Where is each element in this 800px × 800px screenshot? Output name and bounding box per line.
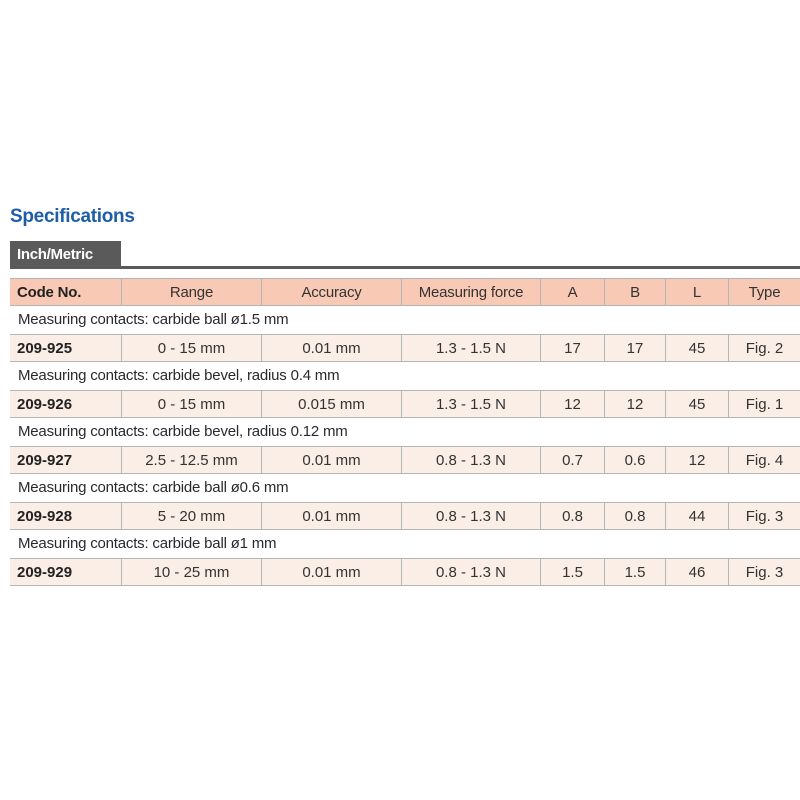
code-no-cell: 209-925 xyxy=(17,339,73,357)
specifications-table xyxy=(10,278,800,586)
code-no-cell: 209-929 xyxy=(17,563,73,581)
group-description: Measuring contacts: carbide ball ø0.6 mm xyxy=(10,474,800,502)
range-cell: 5 - 20 mm xyxy=(121,503,261,529)
l-cell: 45 xyxy=(665,391,728,417)
column-header-range: Range xyxy=(121,279,261,305)
measuring-force-cell: 1.3 - 1.5 N xyxy=(401,335,540,361)
group-description: Measuring contacts: carbide bevel, radius 0.4 mm xyxy=(10,362,800,390)
group-description: Measuring contacts: carbide ball ø1 mm xyxy=(10,530,800,558)
group-description: Measuring contacts: carbide ball ø1.5 mm xyxy=(10,306,800,334)
accuracy-cell: 0.015 mm xyxy=(261,391,401,417)
unit-tab: Inch/Metric xyxy=(10,241,121,268)
type-cell: Fig. 3 xyxy=(728,559,800,585)
b-cell: 1.5 xyxy=(604,559,665,585)
range-cell: 0 - 15 mm xyxy=(121,335,261,361)
b-cell: 0.8 xyxy=(604,503,665,529)
table-row xyxy=(10,502,800,530)
l-cell: 12 xyxy=(665,447,728,473)
column-header-accuracy: Accuracy xyxy=(261,279,401,305)
type-cell: Fig. 2 xyxy=(728,335,800,361)
measuring-force-cell: 0.8 - 1.3 N xyxy=(401,559,540,585)
group-description: Measuring contacts: carbide bevel, radius 0.12 mm xyxy=(10,418,800,446)
range-cell: 0 - 15 mm xyxy=(121,391,261,417)
a-cell: 17 xyxy=(540,335,604,361)
accuracy-cell: 0.01 mm xyxy=(261,503,401,529)
accuracy-cell: 0.01 mm xyxy=(261,335,401,361)
a-cell: 0.7 xyxy=(540,447,604,473)
a-cell: 12 xyxy=(540,391,604,417)
b-cell: 0.6 xyxy=(604,447,665,473)
range-cell: 10 - 25 mm xyxy=(121,559,261,585)
l-cell: 46 xyxy=(665,559,728,585)
tab-divider xyxy=(10,266,800,269)
page-title: Specifications xyxy=(10,206,135,227)
code-no-cell: 209-927 xyxy=(17,451,73,469)
l-cell: 44 xyxy=(665,503,728,529)
column-header-measuring-force: Measuring force xyxy=(401,279,540,305)
column-header-code-no: Code No. xyxy=(17,283,82,301)
table-row xyxy=(10,334,800,362)
accuracy-cell: 0.01 mm xyxy=(261,447,401,473)
table-header-row xyxy=(10,278,800,306)
l-cell: 45 xyxy=(665,335,728,361)
type-cell: Fig. 3 xyxy=(728,503,800,529)
column-header-l: L xyxy=(665,279,728,305)
table-row xyxy=(10,446,800,474)
accuracy-cell: 0.01 mm xyxy=(261,559,401,585)
table-row xyxy=(10,558,800,586)
a-cell: 0.8 xyxy=(540,503,604,529)
b-cell: 12 xyxy=(604,391,665,417)
code-no-cell: 209-928 xyxy=(17,507,73,525)
range-cell: 2.5 - 12.5 mm xyxy=(121,447,261,473)
a-cell: 1.5 xyxy=(540,559,604,585)
column-header-type: Type xyxy=(728,279,800,305)
table-row xyxy=(10,390,800,418)
code-no-cell: 209-926 xyxy=(17,395,73,413)
b-cell: 17 xyxy=(604,335,665,361)
column-header-a: A xyxy=(540,279,604,305)
type-cell: Fig. 4 xyxy=(728,447,800,473)
column-header-b: B xyxy=(604,279,665,305)
measuring-force-cell: 1.3 - 1.5 N xyxy=(401,391,540,417)
type-cell: Fig. 1 xyxy=(728,391,800,417)
measuring-force-cell: 0.8 - 1.3 N xyxy=(401,447,540,473)
measuring-force-cell: 0.8 - 1.3 N xyxy=(401,503,540,529)
